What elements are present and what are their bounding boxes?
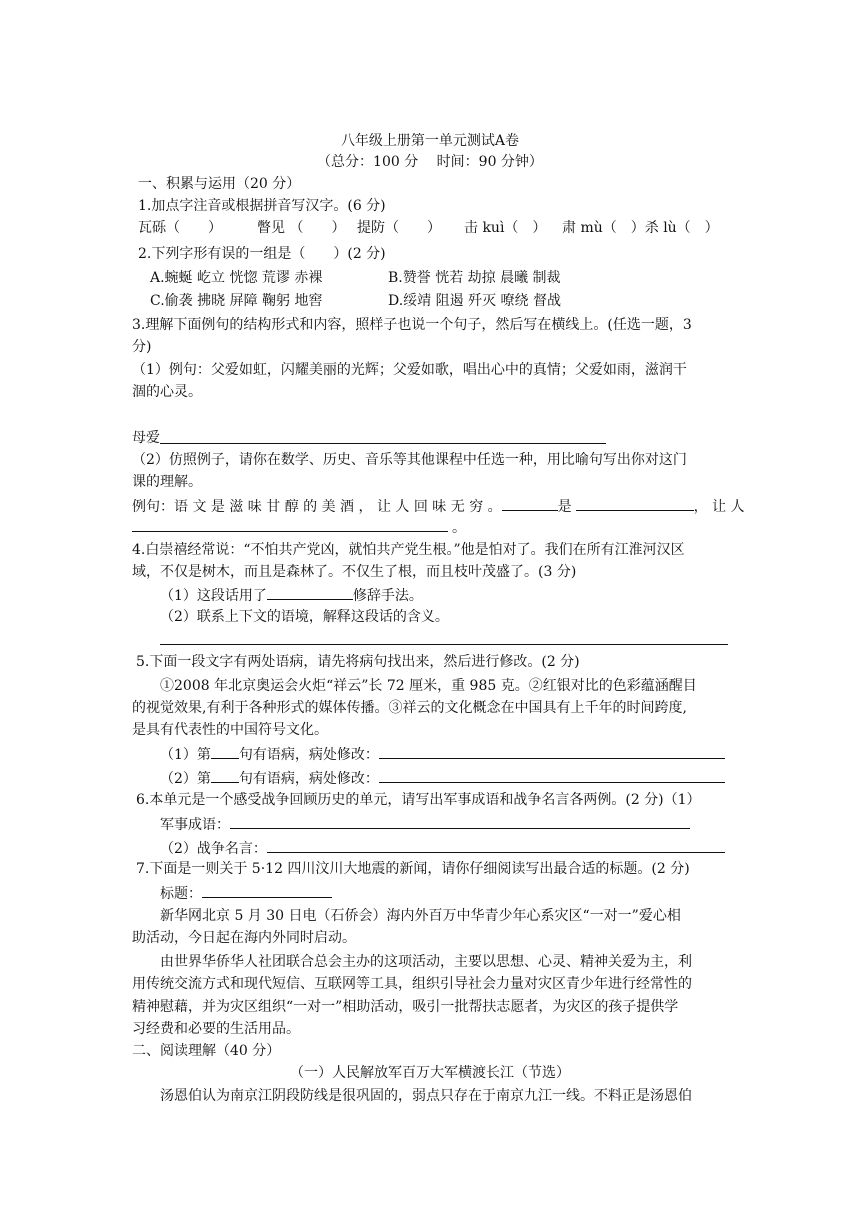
q3-example-1-line1: （1）例句：父爱如虹，闪耀美丽的光辉；父爱如歌，唱出心中的真情；父爱如雨，滋润干 [132, 362, 687, 378]
q7-news-p2-line2: 用传统交流方式和现代短信、互联网等工具，组织引导社会力量对灾区青少年进行经常性的 [132, 976, 692, 992]
q3-example-2-line2: 课的理解。 [132, 474, 202, 490]
q5-sub-1-a: （1）第 [160, 747, 211, 763]
q6-text: 6.本单元是一个感受战争回顾历史的单元，请写出军事成语和战争名言各两例。(2 分)（1） [136, 792, 701, 808]
q5-sub-1-b: 句有语病，病处修改： [238, 747, 379, 763]
q3-blank-3[interactable] [132, 531, 448, 532]
q7-title-label: 标题： [160, 886, 202, 902]
q5-passage-line1: ①2008 年北京奥运会火炬“祥云”长 72 厘米，重 985 克。②红银对比的色彩蕴涵醒目 [160, 678, 697, 694]
q1-item-2: 瞥见 （ ） [257, 220, 346, 236]
q7-news-p1-line2: 助活动，今日起在海内外同时启动。 [132, 930, 356, 946]
q5-text: 5.下面一段文字有两处语病，请先将病句找出来，然后进行修改。(2 分) [136, 654, 580, 670]
q5-sub-1 [160, 743, 725, 765]
q5-blank-fix-1[interactable] [379, 743, 725, 759]
q5-sub-2-a: （2）第 [160, 771, 211, 787]
q4-text-line2: 域，不仅是树木，而且是森林了。不仅生了根，而且枝叶茂盛了。(3 分) [132, 564, 577, 580]
q5-blank-sentence-2[interactable] [211, 767, 239, 783]
page-subtitle: （总分：100 分 时间：90 分钟） [317, 154, 543, 170]
q7-news-p2-line1: 由世界华侨华人社团联合总会主办的这项活动，主要以思想、心灵、精神关爱为主，利 [160, 954, 692, 970]
passage-paragraph-1: 汤恩伯认为南京江阴段防线是很巩固的，弱点只存在于南京九江一线。不料正是汤恩伯 [160, 1088, 692, 1104]
q2-option-a: A.蜿蜒 屹立 恍惚 荒谬 赤裸 [150, 270, 323, 286]
q4-sub-1 [160, 584, 423, 606]
q6-sub-1-label: 军事成语： [160, 817, 230, 833]
passage-title: （一）人民解放军百万大军横渡长江（节选） [290, 1065, 570, 1081]
section-heading-2: 二、阅读理解（40 分） [132, 1043, 281, 1059]
q7-blank-title[interactable] [202, 882, 332, 898]
q3-text-line2: 分) [132, 339, 152, 355]
q3-answer-label: 母爱 [132, 430, 160, 446]
q6-sub-2 [160, 837, 725, 859]
q7-news-p1-line1: 新华网北京 5 月 30 日电（石侨会）海内外百万中华青少年心系灾区“一对一”爱心相 [160, 908, 681, 924]
q1-item-4: 击 kuì（ ） [464, 220, 547, 236]
q6-blank-quotes[interactable] [267, 837, 725, 853]
q3-example-2-line1: （2）仿照例子，请你在数学、历史、音乐等其他课程中任选一种，用比喻句写出你对这门 [132, 452, 687, 468]
q4-sub-2: （2）联系上下文的语境，解释这段话的含义。 [160, 609, 449, 625]
q3-example-2-end: 。 [452, 520, 466, 536]
q7-title-row [160, 882, 332, 904]
q4-sub-1-a: （1）这段话用了 [160, 588, 267, 604]
q5-blank-sentence-1[interactable] [211, 743, 239, 759]
q4-answer-line[interactable] [160, 644, 728, 645]
q2-option-d: D.绥靖 阻遏 歼灭 嘹绕 督战 [388, 293, 561, 309]
q3-example-1-line2: 涸的心灵。 [132, 384, 202, 400]
q2-option-b: B.赞誉 恍若 劫掠 晨曦 制裁 [388, 270, 561, 286]
q3-example-2-part-b: 是 [557, 499, 572, 515]
q5-blank-fix-2[interactable] [379, 767, 725, 783]
q1-item-5: 肃 mù（ ）杀 lù（ ） [562, 220, 719, 236]
q1-item-1: 瓦砾（ ） [138, 220, 222, 236]
q3-text-line1: 3.理解下面例句的结构形式和内容，照样子也说一个句子，然后写在横线上。(任选一题，3 [132, 317, 692, 333]
q6-blank-idioms[interactable] [230, 813, 690, 829]
q7-news-p2-line4: 习经费和必要的生活用品。 [132, 1021, 300, 1037]
q2-option-c: C.偷袭 拂晓 屏障 鞠躬 地窖 [150, 293, 323, 309]
q7-text: 7.下面是一则关于 5·12 四川汶川大地震的新闻，请你仔细阅读写出最合适的标题。(2 分) [136, 861, 690, 877]
q2-text: 2.下列字形有误的一组是（ ）(2 分) [138, 246, 386, 262]
q7-news-p2-line3: 精神慰藉，并为灾区组织“一对一”相助活动，吸引一批帮扶志愿者，为灾区的孩子提供学 [132, 999, 679, 1015]
page-title: 八年级上册第一单元测试A卷 [340, 133, 520, 149]
q3-example-2-part-a: 例句：语 文 是 滋 味 甘 醇 的 美 酒 ， 让 人 回 味 无 穷 。 [132, 499, 502, 515]
q4-text-line1: 4.白崇禧经常说：“不怕共产党凶，就怕共产党生根。”他是怕对了。我们在所有江淮河汉区 [132, 542, 685, 558]
q5-passage-line2: 的视觉效果,有利于各种形式的媒体传播。③祥云的文化概念在中国具有上千年的时间跨度, [132, 700, 687, 716]
q3-example-2-sentence [132, 495, 745, 517]
q3-blank-2[interactable] [576, 495, 694, 511]
section-heading-1: 一、积累与运用（20 分） [138, 176, 301, 192]
q4-blank-rhetoric[interactable] [267, 584, 353, 600]
q5-sub-2-b: 句有语病，病处修改： [238, 771, 379, 787]
q4-sub-1-b: 修辞手法。 [352, 588, 423, 604]
q1-text: 1.加点字注音或根据拼音写汉字。(6 分) [138, 198, 386, 214]
q3-example-2-part-c: ， 让 人 [693, 499, 745, 515]
q1-item-3: 提防（ ） [357, 220, 441, 236]
q3-answer-line[interactable] [160, 443, 606, 444]
q5-sub-2 [160, 767, 725, 789]
q6-sub-1 [160, 813, 690, 835]
q6-sub-2-label: （2）战争名言： [160, 841, 267, 857]
q3-blank-1[interactable] [502, 495, 558, 511]
q5-passage-line3: 是具有代表性的中国符号文化。 [132, 722, 328, 738]
